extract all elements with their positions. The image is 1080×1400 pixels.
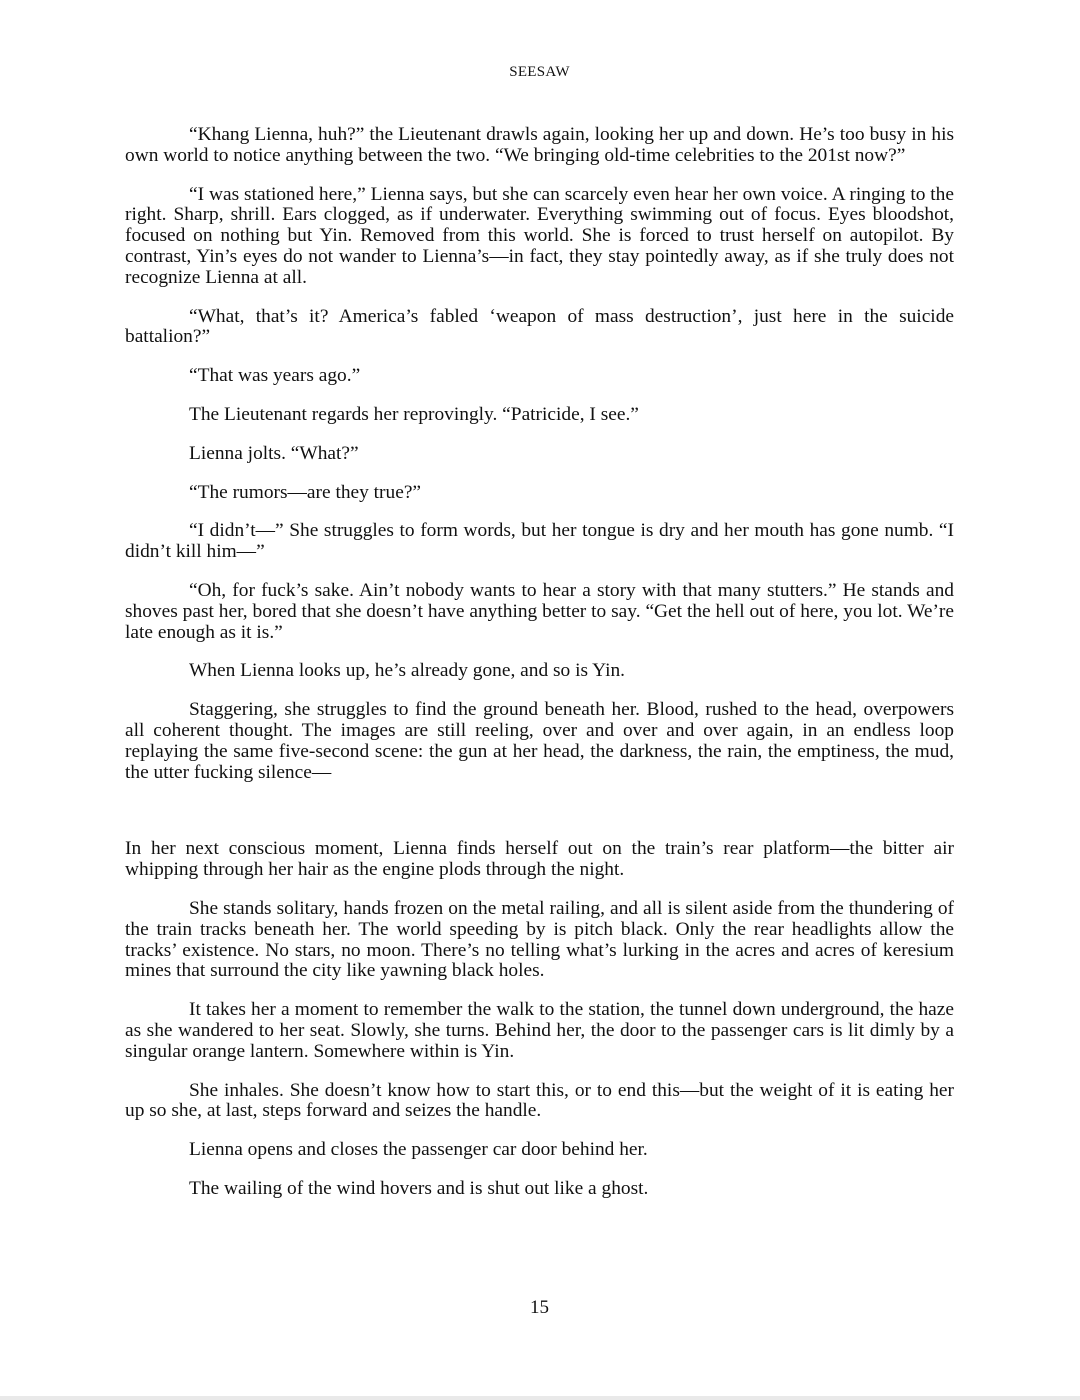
paragraph: The Lieutenant regards her reprovingly. “Patricide, I see.” xyxy=(189,403,639,425)
page-bottom-edge xyxy=(0,1396,1080,1400)
page-number: 15 xyxy=(530,1297,549,1318)
running-header: SEESAW xyxy=(509,64,570,80)
paragraph: “Oh, for fuck’s sake. Ain’t nobody wants to hear a story with that many stutters.” He stands and shoves past her, bored that she doesn’t have anything better to say. “Get the hell out of here, you lot. We’re late enough as it is.” xyxy=(125,579,954,643)
scene-break-paragraph: In her next conscious moment, Lienna finds herself out on the train’s rear platform—the bitter air whipping through her hair as the engine plods through the night. xyxy=(125,838,954,881)
paragraph: Staggering, she struggles to find the ground beneath her. Blood, rushed to the head, overpowers all coherent thought. The images are still reeling, over and over and over again, in an endless loop replaying the same five-second scene: the gun at her head, the darkness, the rain, the emptiness, the mud, the utter fucking silence— xyxy=(125,699,954,783)
paragraph: It takes her a moment to remember the walk to the station, the tunnel down underground, the haze as she wandered to her seat. Slowly, she turns. Behind her, the door to the passenger cars is lit dimly by a singular orange lantern. Somewhere within is Yin. xyxy=(125,999,954,1062)
paragraph: Lienna opens and closes the passenger car door behind her. xyxy=(189,1139,648,1161)
paragraph: The wailing of the wind hovers and is shut out like a ghost. xyxy=(189,1177,649,1199)
paragraph: “The rumors—are they true?” xyxy=(189,481,422,503)
paragraph: Lienna jolts. “What?” xyxy=(189,442,359,464)
paragraph: She inhales. She doesn’t know how to start this, or to end this—but the weight of it is eating her up so she, at last, steps forward and seizes the handle. xyxy=(125,1079,954,1122)
document-page xyxy=(125,0,954,1400)
paragraph: When Lienna looks up, he’s already gone, and so is Yin. xyxy=(189,660,626,682)
paragraph: “I didn’t—” She struggles to form words, but her tongue is dry and her mouth has gone numb. “I didn’t kill him—” xyxy=(125,520,954,563)
body-text xyxy=(125,125,954,1218)
paragraph: “Khang Lienna, huh?” the Lieutenant drawls again, looking her up and down. He’s too busy in his own world to notice anything between the two. “We bringing old-time celebrities to the 201st now?” xyxy=(125,124,954,166)
paragraph: “I was stationed here,” Lienna says, but she can scarcely even hear her own voice. A ringing to the right. Sharp, shrill. Ears clogged, as if underwater. Everything swimming out of focus. Eyes bloodshot, focused on nothing but Yin. Removed from this world. She is forced to trust herself on autopilot. By contrast, Yin’s eyes do not wander to Lienna’s—in fact, they stay pointedly away, as if she truly does not recognize Lienna at all. xyxy=(125,183,954,288)
paragraph: “That was years ago.” xyxy=(189,365,361,387)
paragraph: “What, that’s it? America’s fabled ‘weapon of mass destruction’, just here in the suicide battalion?” xyxy=(125,305,954,348)
paragraph: She stands solitary, hands frozen on the metal railing, and all is silent aside from the thundering of the train tracks beneath her. The world speeding by is pitch black. Only the rear headlights allow the tracks’ existence. No stars, no moon. There’s no telling what’s lurking in the acres and acres of keresium mines that surround the city like yawning black holes. xyxy=(125,897,954,982)
